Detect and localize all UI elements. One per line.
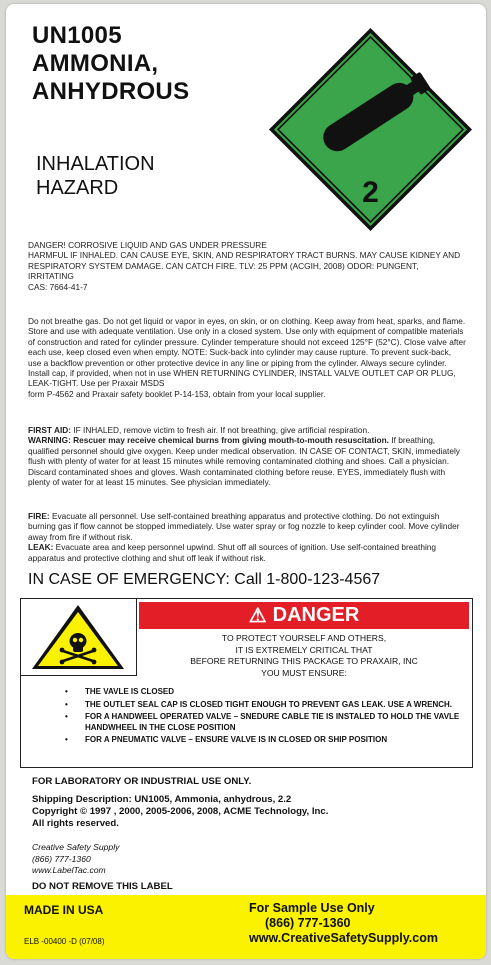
danger-statement-line-2: HARMFUL IF INHALED. CAN CAUSE EYE, SKIN, AND RESPIRATORY TRACT BURNS. MAY CAUSE KIDNEY AND RESPIRATORY SYSTEM DAMAGE. CAN CATCH FIRE. TLV: 25 PPM (ACGIH, 2008) ODOR: PUNGENT, IRRITATING [28,250,461,282]
product-title [32,22,189,106]
hazard-line-2: HAZARD [36,177,119,199]
first-aid-label: FIRST AID: [28,425,72,435]
list-item [23,700,463,711]
cas-number: CAS: 7664-41-7 [28,281,88,292]
first-aid-paragraph [28,425,466,487]
rights-line: All rights reserved. [32,818,119,829]
precautions-text: Do not breathe gas. Do not get liquid or vapor in eyes, on skin, or on clothing. Keep away from heat, sparks, and flame. Store and use with adequate ventilation. Use only in a closed system. Use only with equipment of compatible materials of construction and rated for cylinder pressure. Cylinder temperature should not exceed 125°F (52°C). Close valve after each use, keep closed even when empty. NOTE: Suck-back into cylinder may cause rupture. To prevent suck-back, use a backflow prevention or other protective device in any line or piping from the cylinder. Always secure cylinder. Install cap, if provided, when not in use WHEN RETURNING CYLINDER, INSTALL VALVE OUTLET CAP OR PLUG, LEAK-TIGHT. Use per Praxair MSDS [28,316,466,389]
emergency-phone-line: IN CASE OF EMERGENCY: Call 1-800-123-4567 [28,571,381,588]
placard-class-number: 2 [362,176,379,209]
inhalation-hazard-heading [36,152,155,200]
bullet-icon: • [65,712,68,721]
class-2-gas-placard [267,26,474,233]
usage-info [32,776,472,830]
first-aid-rest: If breathing, qualified personnel should give oxygen. Keep under medical observation. IN CASE OF CONTACT, SKIN, immediately flush with plenty of water for at least 15 minutes while removing contaminated clothing and shoes. Call a physician. Discard contaminated shoes and gloves. Wash contaminated clothing before reuse. EYES, immediately flush with plenty of water for at least 15 minutes. See physician immediately. [28,435,460,488]
bullet-icon: • [65,735,68,744]
danger-message [139,633,469,679]
part-number: ELB -00400 -D (07/08) [24,937,105,946]
danger-alert-icon: ⚠ [248,605,267,627]
precautions [28,316,466,399]
fire-label: FIRE: [28,511,50,521]
list-item [23,735,463,746]
leak-paragraph [28,542,466,563]
leak-text: Evacuate area and keep personnel upwind. Shut off all sources of ignition. Use self-contained breathing apparatus and protective clothing and shut off leak if without risk. [28,542,437,563]
shipping-description: Shipping Description: UN1005, Ammonia, anhydrous, 2.2 [32,794,292,805]
do-not-remove-notice: DO NOT REMOVE THIS LABEL [32,881,173,892]
skull-crossbones-icon [21,599,136,675]
danger-message-line-2: IT IS EXTREMELY CRITICAL THAT [235,644,373,655]
footer-phone: (866) 777-1360 [265,916,351,930]
fire-paragraph [28,511,466,542]
company-info [32,842,119,877]
fire-text: Evacuate all personnel. Use self-contained breathing apparatus and protective clothing. Do not extinguish burning gas if flow cannot be stopped immediately. Use water spray or fog nozzle to keep cylinder cool. Move cylinder away from fire if without risk. [28,511,460,542]
title-line-chemical: AMMONIA, [32,50,159,77]
usage-restriction: FOR LABORATORY OR INDUSTRIAL USE ONLY. [32,776,252,787]
leak-label: LEAK: [28,542,54,553]
danger-message-line-4: YOU MUST ENSURE: [261,667,347,678]
first-aid-text: IF INHALED, remove victim to fresh air. If not breathing, give artificial respiration. [71,425,370,435]
checklist-text: THE VAVLE IS CLOSED [85,687,175,696]
company-name: Creative Safety Supply [32,842,120,852]
title-line-form: ANHYDROUS [32,78,190,105]
warning-symbol-cell [21,599,137,676]
bullet-icon: • [65,699,68,709]
sample-use-line: For Sample Use Only [249,901,375,915]
sample-use-block [249,901,479,946]
danger-notice-box [20,598,473,768]
return-checklist [23,687,463,748]
danger-message-line-3: BEFORE RETURNING THIS PACKAGE TO PRAXAIR, INC [190,656,418,666]
made-in-usa: MADE IN USA [24,903,104,917]
danger-statement [28,240,466,292]
fire-leak-section [28,511,466,563]
footer-band [6,895,486,959]
checklist-text: FOR A PNEUMATIC VALVE – ENSURE VALVE IS IN CLOSED OR SHIP POSITION [85,735,388,744]
copyright-line: Copyright © 1997 , 2000, 2005-2006, 2008, ACME Technology, Inc. [32,806,329,817]
hazard-line-1: INHALATION [36,153,155,175]
danger-message-line-1: TO PROTECT YOURSELF AND OTHERS, [221,633,387,643]
danger-header [139,602,469,629]
bullet-icon: • [65,687,68,696]
checklist-text: FOR A HANDWEEL OPERATED VALVE – SNEDURE CABLE TIE IS INSTALED TO HOLD THE VAVLE HANDWHEEL IN THE CLOSE POSITION [85,712,460,732]
company-phone: (866) 777-1360 [32,853,91,864]
footer-website: www.CreativeSafetySupply.com [249,931,438,945]
title-line-un-number: UN1005 [32,22,122,49]
list-item [23,687,463,698]
danger-header-text: DANGER [272,604,360,626]
checklist-text: THE OUTLET SEAL CAP IS CLOSED TIGHT ENOUGH TO PREVENT GAS LEAK. USE A WRENCH. [85,699,452,709]
precautions-reference: form P-4562 and Praxair safety booklet P-14-153, obtain from your local supplier. [28,388,326,399]
danger-statement-line-1: DANGER! CORROSIVE LIQUID AND GAS UNDER PRESSURE [28,240,267,250]
company-website: www.LabelTac.com [32,865,106,875]
first-aid-warning: WARNING: Rescuer may receive chemical burns from giving mouth-to-mouth resuscitation. [28,435,389,446]
first-aid-section [28,425,466,487]
chemical-label [6,4,486,959]
list-item [23,712,463,733]
